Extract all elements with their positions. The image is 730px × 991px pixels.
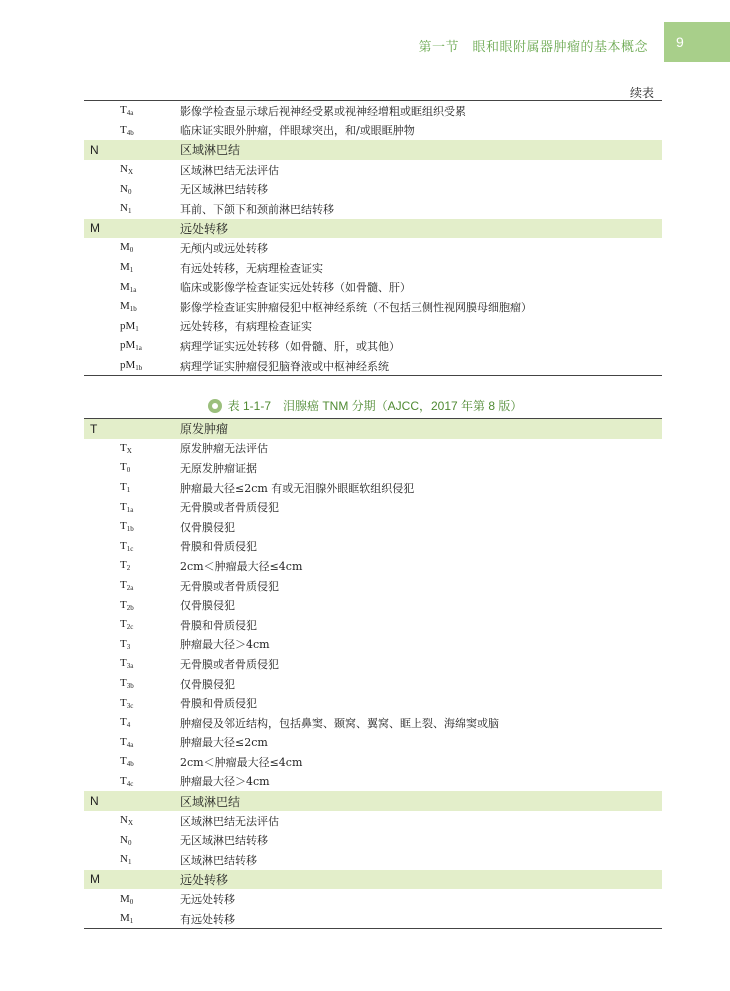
- stage-code-subscript: 3b: [126, 682, 134, 691]
- stage-code-letter: T: [120, 559, 127, 572]
- table-row: [84, 674, 662, 694]
- stage-code: [84, 281, 180, 294]
- table-row: [84, 356, 662, 376]
- table-row: [84, 277, 662, 297]
- stage-description: 病理学证实远处转移（如骨髓、肝，或其他）: [180, 339, 400, 353]
- stage-description: 无骨膜或者骨质侵犯: [180, 579, 279, 593]
- stage-code-letter: M: [120, 241, 130, 254]
- table-row: [84, 160, 662, 180]
- stage-code-letter: M: [120, 261, 130, 274]
- stage-code: [84, 834, 180, 847]
- table-row: [84, 537, 662, 557]
- stage-code: [84, 853, 180, 866]
- table-row: [84, 497, 662, 517]
- stage-description: 区域淋巴结转移: [180, 853, 257, 867]
- stage-description: 影像学检查证实肿瘤侵犯中枢神经系统（不包括三侧性视网膜母细胞瘤）: [180, 300, 532, 314]
- stage-description: 区域淋巴结: [180, 143, 241, 158]
- stage-code-letter: M: [120, 280, 130, 293]
- stage-code-subscript: 1b: [129, 305, 137, 314]
- stage-description: 肿瘤最大径≤2cm 有或无泪腺外眼眶软组织侵犯: [180, 481, 415, 495]
- stage-code-letter: T: [120, 774, 127, 787]
- table-row: [84, 615, 662, 635]
- table-row: [84, 556, 662, 576]
- stage-code-letter: N: [120, 163, 128, 176]
- table-row: [84, 635, 662, 655]
- stage-code-letter: T: [120, 755, 127, 768]
- stage-description: 临床证实眼外肿瘤，伴眼球突出，和/或眼眶肿物: [180, 124, 415, 138]
- stage-description: 区域淋巴结无法评估: [180, 163, 279, 177]
- stage-description: 区域淋巴结无法评估: [180, 814, 279, 828]
- stage-code: [84, 143, 180, 157]
- table-row: [84, 811, 662, 831]
- stage-description: 肿瘤最大径＞4cm: [180, 775, 270, 789]
- table-row: [84, 121, 662, 141]
- staging-table-continued: [84, 100, 662, 376]
- stage-description: 无骨膜或者骨质侵犯: [180, 501, 279, 515]
- table-row: [84, 478, 662, 498]
- stage-code-subscript: X: [127, 168, 134, 177]
- table-caption-text: 表 1-1-7 泪腺癌 TNM 分期（AJCC，2017 年第 8 版）: [227, 399, 523, 413]
- stage-code: [84, 697, 180, 710]
- stage-description: 肿瘤侵及邻近结构，包括鼻窦、颞窝、翼窝、眶上裂、海绵窦或脑: [180, 716, 499, 730]
- stage-description: 无远处转移: [180, 893, 235, 907]
- stage-code-subscript: 1: [127, 207, 132, 216]
- stage-code: [84, 501, 180, 514]
- stage-code-letter: M: [90, 872, 100, 887]
- stage-code: [84, 163, 180, 176]
- lacrimal-gland-tnm-table: [84, 418, 662, 929]
- stage-description: 无骨膜或者骨质侵犯: [180, 657, 279, 671]
- stage-description: 临床或影像学检查证实远处转移（如骨髓、肝）: [180, 281, 411, 295]
- stage-code-letter: N: [120, 202, 128, 215]
- stage-code-subscript: 1a: [126, 505, 134, 514]
- stage-description: 仅骨膜侵犯: [180, 520, 235, 534]
- stage-code: [84, 241, 180, 254]
- table-row: [84, 693, 662, 713]
- table-row: [84, 576, 662, 596]
- stage-code-subscript: X: [127, 819, 134, 828]
- table-row: [84, 654, 662, 674]
- stage-code-subscript: 1: [126, 486, 131, 495]
- table-row: [84, 772, 662, 792]
- page-header: [0, 0, 730, 62]
- stage-description: 仅骨膜侵犯: [180, 677, 235, 691]
- table-row: [84, 733, 662, 753]
- stage-code-subscript: 1: [135, 324, 139, 333]
- table-row: [84, 297, 662, 317]
- stage-code: [84, 520, 180, 533]
- stage-description: 远处转移: [180, 872, 229, 887]
- section-header-row: [84, 219, 662, 239]
- table-row: [84, 830, 662, 850]
- stage-code-letter: pM: [120, 359, 136, 372]
- stage-description: 耳前、下颌下和颈前淋巴结转移: [180, 202, 334, 216]
- stage-code: [84, 638, 180, 651]
- stage-code: [84, 814, 180, 827]
- stage-code-subscript: 1a: [135, 344, 142, 353]
- continued-label: 续表: [629, 86, 654, 100]
- table-row: [84, 101, 662, 121]
- stage-code: [84, 794, 180, 808]
- stage-code: [84, 422, 180, 436]
- table-row: [84, 850, 662, 870]
- stage-code: [84, 579, 180, 592]
- stage-code: [84, 300, 180, 313]
- stage-code: [84, 775, 180, 788]
- stage-description: 原发肿瘤无法评估: [180, 442, 268, 456]
- table-row: [84, 258, 662, 278]
- stage-code-letter: T: [120, 461, 127, 474]
- stage-description: 无区域淋巴结转移: [180, 183, 268, 197]
- stage-description: 无区域淋巴结转移: [180, 834, 268, 848]
- stage-code: [84, 599, 180, 612]
- stage-description: 仅骨膜侵犯: [180, 599, 235, 613]
- stage-code: [84, 677, 180, 690]
- stage-code: [84, 716, 180, 729]
- table-row: [84, 517, 662, 537]
- stage-code-letter: T: [120, 123, 127, 136]
- stage-code-letter: T: [120, 696, 127, 709]
- stage-code-letter: pM: [120, 319, 136, 332]
- stage-description: 远处转移: [180, 221, 229, 236]
- stage-code: [84, 736, 180, 749]
- stage-description: 2cm＜肿瘤最大径≤4cm: [180, 755, 303, 769]
- stage-code: [84, 183, 180, 196]
- stage-code-letter: N: [120, 853, 128, 866]
- stage-code-letter: T: [120, 735, 127, 748]
- stage-code-subscript: X: [126, 446, 132, 455]
- stage-code: [84, 339, 180, 352]
- stage-code: [84, 912, 180, 925]
- stage-description: 影像学检查显示球后视神经受累或视神经增粗或眶组织受累: [180, 104, 466, 118]
- stage-code-subscript: 4a: [126, 740, 134, 749]
- stage-code: [84, 104, 180, 117]
- stage-code-subscript: 4c: [126, 779, 134, 788]
- stage-code-subscript: 3c: [126, 701, 134, 710]
- stage-description: 区域淋巴结: [180, 794, 241, 809]
- page-number: 9: [664, 22, 730, 62]
- stage-code-letter: pM: [120, 339, 136, 352]
- stage-code: [84, 359, 180, 372]
- stage-code-letter: T: [120, 441, 127, 454]
- stage-code: [84, 657, 180, 670]
- stage-code: [84, 618, 180, 631]
- stage-code: [84, 202, 180, 215]
- stage-code-subscript: 4a: [126, 109, 134, 118]
- table-row: [84, 238, 662, 258]
- stage-code-subscript: 0: [129, 897, 134, 906]
- table-row: [84, 889, 662, 909]
- table-row: [84, 439, 662, 459]
- stage-code: [84, 872, 180, 886]
- stage-code-subscript: 3: [126, 642, 131, 651]
- section-header-row: [84, 791, 662, 811]
- stage-code-letter: T: [120, 104, 127, 117]
- table-row: [84, 199, 662, 219]
- stage-code-letter: T: [120, 657, 127, 670]
- stage-code: [84, 559, 180, 572]
- stage-code-subscript: 1b: [135, 364, 143, 373]
- stage-code-letter: T: [120, 716, 127, 729]
- stage-code-letter: N: [90, 794, 99, 809]
- stage-code-letter: T: [120, 481, 127, 494]
- stage-code-letter: T: [120, 579, 127, 592]
- stage-code-subscript: 4: [126, 721, 131, 730]
- table-row: [84, 713, 662, 733]
- stage-code-letter: N: [120, 833, 128, 846]
- stage-description: 有远处转移: [180, 912, 235, 926]
- stage-description: 有远处转移，无病理检查证实: [180, 261, 323, 275]
- stage-code: [84, 481, 180, 494]
- stage-description: 病理学证实肿瘤侵犯脑脊液或中枢神经系统: [180, 359, 389, 373]
- stage-code-letter: N: [120, 814, 128, 827]
- table-row: [84, 595, 662, 615]
- chapter-title: 第一节 眼和眼附属器肿瘤的基本概念: [418, 39, 648, 54]
- stage-code-subscript: 0: [127, 187, 132, 196]
- stage-code-letter: T: [120, 637, 127, 650]
- stage-code-subscript: 2: [126, 564, 131, 573]
- stage-code-subscript: 1a: [129, 285, 137, 294]
- stage-code-letter: T: [90, 421, 98, 436]
- stage-code: [84, 755, 180, 768]
- table-row: [84, 909, 662, 929]
- stage-code-subscript: 2a: [126, 584, 134, 593]
- stage-description: 无颅内或远处转移: [180, 241, 268, 255]
- stage-code: [84, 461, 180, 474]
- stage-code-letter: T: [120, 618, 127, 631]
- stage-code-subscript: 0: [127, 838, 132, 847]
- stage-description: 肿瘤最大径＞4cm: [180, 638, 270, 652]
- stage-code-subscript: 2c: [126, 623, 134, 632]
- stage-code-subscript: 0: [126, 466, 131, 475]
- table-row: [84, 317, 662, 337]
- section-header-row: [84, 419, 662, 439]
- stage-code-subscript: 1c: [126, 544, 134, 553]
- stage-code-letter: T: [120, 520, 127, 533]
- stage-code-subscript: 3a: [126, 662, 134, 671]
- stage-description: 远处转移，有病理检查证实: [180, 320, 312, 334]
- stage-code-letter: N: [90, 142, 99, 157]
- table-row: [84, 179, 662, 199]
- stage-code-subscript: 4b: [126, 128, 134, 137]
- stage-code-subscript: 1: [127, 858, 132, 867]
- stage-code: [84, 893, 180, 906]
- stage-code: [84, 261, 180, 274]
- stage-code-subscript: 0: [129, 246, 134, 255]
- table-row: [84, 752, 662, 772]
- stage-code: [84, 124, 180, 137]
- stage-code-subscript: 4b: [126, 760, 134, 769]
- stage-code-subscript: 1: [129, 917, 134, 926]
- stage-code-letter: M: [120, 300, 130, 313]
- stage-code-letter: T: [120, 677, 127, 690]
- stage-code-letter: N: [120, 182, 128, 195]
- stage-description: 骨膜和骨质侵犯: [180, 618, 257, 632]
- stage-code-letter: T: [120, 500, 127, 513]
- stage-code: [84, 320, 180, 333]
- stage-code-letter: T: [120, 539, 127, 552]
- section-header-row: [84, 870, 662, 890]
- stage-description: 骨膜和骨质侵犯: [180, 540, 257, 554]
- section-header-row: [84, 140, 662, 160]
- stage-code-subscript: 1b: [126, 525, 134, 534]
- table-row: [84, 336, 662, 356]
- table-caption: [0, 397, 730, 414]
- stage-description: 2cm＜肿瘤最大径≤4cm: [180, 559, 303, 573]
- table-row: [84, 458, 662, 478]
- stage-code-letter: M: [90, 221, 100, 236]
- stage-code-letter: M: [120, 892, 130, 905]
- table-bullet-icon: [208, 399, 222, 413]
- stage-code-letter: M: [120, 912, 130, 925]
- stage-code-letter: T: [120, 598, 127, 611]
- stage-code: [84, 540, 180, 553]
- stage-description: 肿瘤最大径≤2cm: [180, 736, 268, 750]
- stage-code-subscript: 1: [129, 266, 134, 275]
- stage-description: 骨膜和骨质侵犯: [180, 697, 257, 711]
- stage-description: 原发肿瘤: [180, 422, 229, 437]
- stage-code: [84, 442, 180, 455]
- stage-description: 无原发肿瘤证据: [180, 461, 257, 475]
- stage-code-subscript: 2b: [126, 603, 134, 612]
- stage-code: [84, 221, 180, 235]
